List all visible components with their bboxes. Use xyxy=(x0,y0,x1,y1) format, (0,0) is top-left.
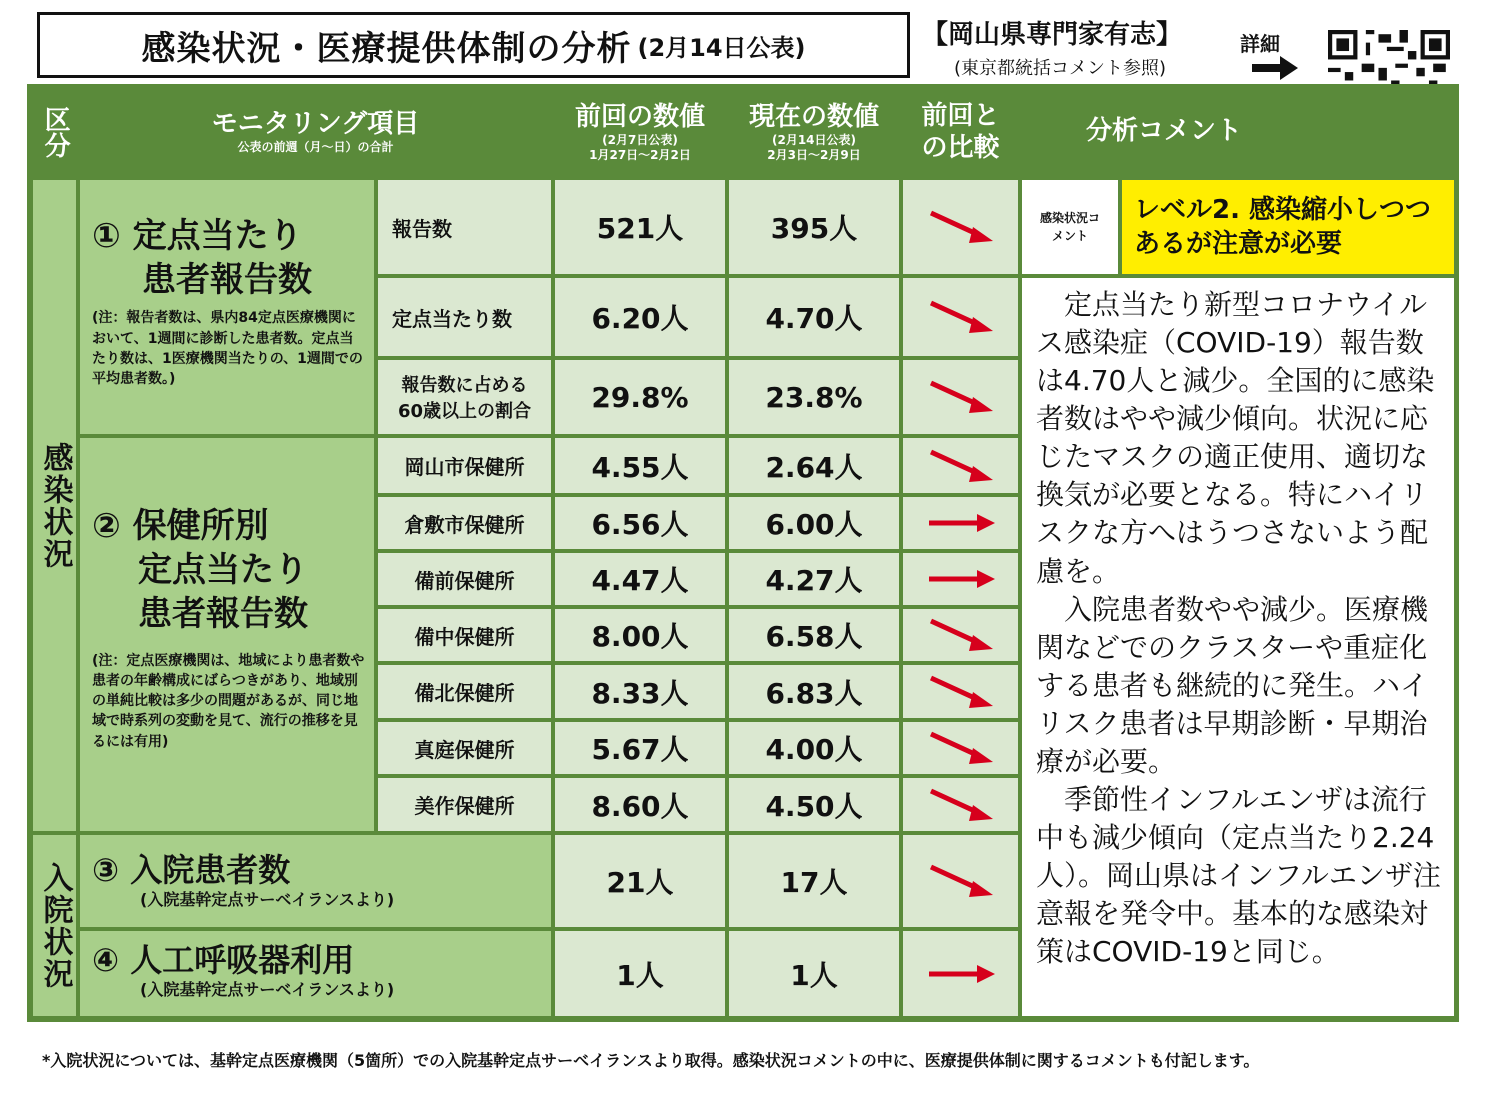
item1-title-b: 患者報告数 xyxy=(142,260,312,301)
row-divider xyxy=(378,606,1018,609)
item4-sub: (入院基幹定点サーベイランスより) xyxy=(140,980,395,1000)
current-value-cell xyxy=(729,722,899,774)
row-label: 備中保健所 xyxy=(378,609,551,661)
item4-title: ④ 人工呼吸器利用 xyxy=(92,941,355,979)
prev-value-cell xyxy=(555,665,725,718)
prev-value: 8.33人 xyxy=(591,676,689,710)
comment-badge: 感染状況コメント xyxy=(1022,180,1118,274)
prev-value-cell xyxy=(555,553,725,605)
right-arrow-icon xyxy=(1252,56,1298,80)
prev-value: 29.8% xyxy=(591,380,689,414)
prev-value-cell xyxy=(555,360,725,434)
current-value-cell xyxy=(729,665,899,718)
prev-value-cell xyxy=(555,778,725,831)
prev-value-cell xyxy=(555,278,725,356)
row-label: 岡山市保健所 xyxy=(378,438,551,493)
compare-cell xyxy=(903,438,1018,493)
detail-label: 詳細 xyxy=(1240,32,1280,56)
row-label: 報告数 xyxy=(378,180,551,274)
arrow-down-right-icon xyxy=(921,613,1001,657)
prev-value: 6.56人 xyxy=(591,508,689,541)
compare-cell xyxy=(903,778,1018,831)
item3-sub: (入院基幹定点サーベイランスより) xyxy=(140,890,395,910)
prev-value: 5.67人 xyxy=(591,733,689,766)
prev-value: 6.20人 xyxy=(591,302,689,335)
current-value: 23.8% xyxy=(765,380,863,414)
current-value: 6.83人 xyxy=(765,676,863,710)
row-divider xyxy=(378,775,1018,778)
current-value: 2.64人 xyxy=(765,450,863,484)
current-value-cell xyxy=(729,278,899,356)
prev-value-cell xyxy=(555,497,725,549)
prev-value: 1人 xyxy=(616,958,664,992)
prev-value: 521人 xyxy=(596,212,684,245)
compare-cell xyxy=(903,835,1018,927)
comment-body xyxy=(1022,278,1454,971)
current-value: 17人 xyxy=(780,866,848,899)
arrow-right-icon xyxy=(921,952,1001,996)
item2-note: (注：定点医療機関は、地域により患者数や患者の年齢構成にばらつきがあり、地域別の単純比較は多少の問題があるが、同じ地域で時系列の変動を見て、流行の推移を見るには有用) xyxy=(92,652,365,750)
current-value-cell xyxy=(729,180,899,274)
comment-paragraph: 定点当たり新型コロナウイルス感染症（COVID-19）報告数は4.70人と減少。全国的に感染者数はやや減少傾向。状況に応じたマスクの適正使用、適切な換気が必要となる。特にハイリスクな方へはうつさないよう配慮を。 xyxy=(1036,288,1435,588)
header-item: モニタリング項目 公表の前週（月～日）の合計 xyxy=(80,88,551,176)
row-divider xyxy=(378,550,1018,553)
prev-value: 4.55人 xyxy=(591,450,689,484)
prev-value-cell xyxy=(555,438,725,493)
prev-value: 8.00人 xyxy=(591,620,689,653)
organization: 【岡山県専門家有志】 xyxy=(922,20,1183,50)
organization-note: (東京都統括コメント参照) xyxy=(954,58,1167,79)
arrow-down-right-icon xyxy=(921,444,1001,488)
header-comment: 分析コメント xyxy=(1022,88,1306,176)
compare-cell xyxy=(903,931,1018,1016)
item3-block xyxy=(80,835,551,927)
item4-block xyxy=(80,931,551,1016)
current-value-cell xyxy=(729,931,899,1016)
arrow-down-right-icon xyxy=(921,726,1001,770)
current-value: 1人 xyxy=(790,958,838,992)
current-value-cell xyxy=(729,553,899,605)
category-infection: 感染状況 xyxy=(33,180,76,831)
header-current: 現在の数値 (2月14日公表) 2月3日～2月9日 xyxy=(729,88,899,176)
item1-note: (注：報告者数は、県内84定点医療機関において、1週間に診断した患者数。定点当たり数は、1医療機関当たりの、1週間での平均患者数。) xyxy=(92,310,363,388)
row-label: 倉敷市保健所 xyxy=(378,497,551,549)
arrow-down-right-icon xyxy=(921,859,1001,903)
arrow-down-right-icon xyxy=(921,375,1001,419)
prev-value-cell xyxy=(555,835,725,927)
prev-value-cell xyxy=(555,931,725,1016)
prev-value-cell xyxy=(555,722,725,774)
compare-cell xyxy=(903,722,1018,774)
item2-title-b: 定点当たり xyxy=(138,550,308,591)
current-value: 6.58人 xyxy=(765,620,863,653)
comment-paragraph: 季節性インフルエンザは流行中も減少傾向（定点当たり2.24人）。岡山県はインフルエンザ注意報を発令中。基本的な感染対策はCOVID-19と同じ。 xyxy=(1036,783,1441,969)
level-box xyxy=(1122,180,1454,274)
item1-title-a: ① 定点当たり xyxy=(92,216,303,256)
comment-paragraph: 入院患者数やや減少。医療機関などでのクラスターや重症化する患者も継続的に発生。ハイリスク患者は早期診断・早期治療が必要。 xyxy=(1036,592,1429,778)
header-compare: 前回との比較 xyxy=(903,88,1018,176)
prev-value: 4.47人 xyxy=(591,564,689,597)
current-value: 4.70人 xyxy=(765,302,863,335)
row-label: 真庭保健所 xyxy=(378,722,551,774)
compare-cell xyxy=(903,609,1018,661)
arrow-right-icon xyxy=(921,501,1001,545)
arrow-down-right-icon xyxy=(921,670,1001,714)
compare-cell xyxy=(903,278,1018,356)
row-label: 備北保健所 xyxy=(378,665,551,718)
footnote: *入院状況については、基幹定点医療機関（5箇所）での入院基幹定点サーベイランスより取得。感染状況コメントの中に、医療提供体制に関するコメントも付記します。 xyxy=(42,1051,1260,1070)
comment-panel xyxy=(1022,278,1454,1016)
item2-title-a: ② 保健所別 xyxy=(92,506,269,546)
level-text-b: あるが注意が必要 xyxy=(1134,228,1343,259)
current-value: 4.50人 xyxy=(765,789,863,823)
current-value-cell xyxy=(729,438,899,493)
current-value: 6.00人 xyxy=(765,508,863,541)
row-divider xyxy=(378,719,1018,722)
compare-cell xyxy=(903,665,1018,718)
level-text-a: レベル2. 感染縮小しつつ xyxy=(1134,195,1432,225)
row-label: 定点当たり数 xyxy=(378,278,551,356)
row-label: 備前保健所 xyxy=(378,553,551,605)
current-value-cell xyxy=(729,778,899,831)
arrow-down-right-icon xyxy=(921,205,1001,249)
item2-title-c: 患者報告数 xyxy=(138,594,308,635)
current-value: 4.00人 xyxy=(765,733,863,766)
compare-cell xyxy=(903,180,1018,274)
current-value: 395人 xyxy=(770,212,858,245)
category-hospital: 入院状況 xyxy=(33,835,76,1016)
prev-value-cell xyxy=(555,609,725,661)
title-box xyxy=(37,12,910,78)
header-category: 区分 xyxy=(33,88,76,176)
current-value-cell xyxy=(729,609,899,661)
row-divider xyxy=(378,662,1018,665)
header-prev: 前回の数値 (2月7日公表) 1月27日～2月2日 xyxy=(555,88,725,176)
page-title-date: (2月14日公表) xyxy=(637,33,806,62)
arrow-down-right-icon xyxy=(921,783,1001,827)
current-value-cell xyxy=(729,360,899,434)
arrow-right-icon xyxy=(921,557,1001,601)
row-label: 報告数に占める 60歳以上の割合 xyxy=(378,360,551,434)
compare-cell xyxy=(903,360,1018,434)
prev-value: 21人 xyxy=(606,866,674,899)
current-value: 4.27人 xyxy=(765,564,863,597)
current-value-cell xyxy=(729,835,899,927)
row-label: 美作保健所 xyxy=(378,778,551,831)
compare-cell xyxy=(903,497,1018,549)
page-title: 感染状況・医療提供体制の分析 xyxy=(141,28,632,69)
item3-title: ③ 入院患者数 xyxy=(92,851,291,889)
prev-value: 8.60人 xyxy=(591,789,689,823)
compare-cell xyxy=(903,553,1018,605)
item1-block xyxy=(80,180,374,434)
arrow-down-right-icon xyxy=(921,295,1001,339)
current-value-cell xyxy=(729,497,899,549)
item2-block xyxy=(80,438,374,831)
row-divider xyxy=(378,494,1018,497)
prev-value-cell xyxy=(555,180,725,274)
